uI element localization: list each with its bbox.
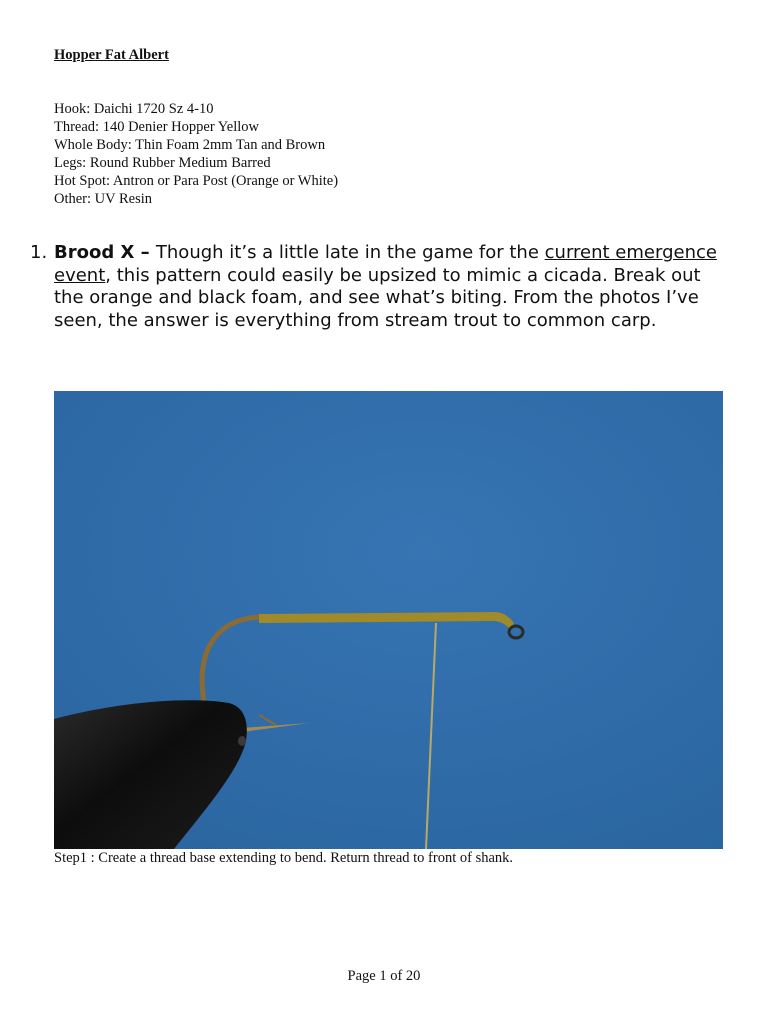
recipe-list [54,100,338,208]
step1-photo [54,391,723,849]
list-item-dash: – [134,242,156,263]
recipe-legs: Legs: Round Rubber Medium Barred [54,155,271,171]
list-number: 1. [30,242,48,263]
recipe-thread: Thread: 140 Denier Hopper Yellow [54,119,259,135]
list-item-heading: Brood X [54,242,135,263]
numbered-list-item [30,242,730,332]
recipe-body: Whole Body: Thin Foam 2mm Tan and Brown [54,137,326,153]
vise-highlight [238,736,246,746]
recipe-hook: Hook: Daichi 1720 Sz 4-10 [54,101,214,117]
page-footer: Page 1 of 20 [347,968,421,984]
step1-caption: Step1 : Create a thread base extending to bend. Return thread to front of shank. [54,850,514,866]
list-item-body-start: Though it’s a little late in the game for the [155,242,545,263]
emergence-event-link[interactable]: current emergence event [54,242,717,286]
list-item-body-end: , this pattern could easily be upsized to mimic a cicada. Break out the orange and black foam, and see what’s biting. From the photos I’ve seen, the answer is everything from stream trout to common carp. [54,264,701,331]
pattern-title: Hopper Fat Albert [54,47,169,63]
list-item-text [54,242,730,332]
recipe-hot-spot: Hot Spot: Antron or Para Post (Orange or White) [54,173,339,189]
recipe-other: Other: UV Resin [54,191,153,207]
